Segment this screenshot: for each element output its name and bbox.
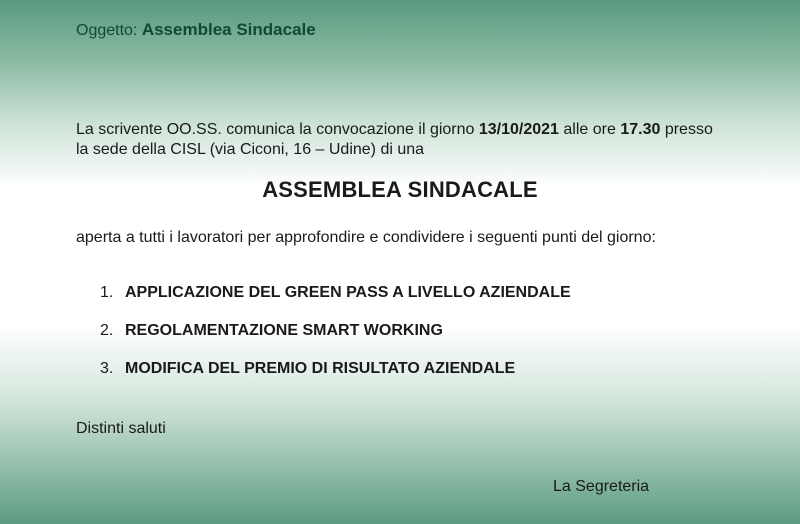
intro-text-2: alle ore bbox=[558, 121, 621, 138]
intro-text-line2: la sede della CISL (via Ciconi, 16 – Udine) di una bbox=[76, 141, 425, 158]
agenda-item-text: APPLICAZIONE DEL GREEN PASS A LIVELLO AZIENDALE bbox=[125, 284, 571, 301]
subject-value: Assemblea Sindacale bbox=[141, 20, 316, 39]
agenda-item-text: MODIFICA DEL PREMIO DI RISULTATO AZIENDALE bbox=[125, 360, 516, 377]
agenda-list bbox=[100, 284, 571, 398]
document-heading: ASSEMBLEA SINDACALE bbox=[262, 177, 538, 202]
closing-greeting: Distinti saluti bbox=[76, 420, 166, 437]
intro-paragraph bbox=[76, 120, 766, 160]
agenda-item-number: 3. bbox=[100, 360, 114, 377]
intro-text-3: presso bbox=[660, 121, 713, 138]
signature: La Segreteria bbox=[553, 478, 650, 495]
open-to-text: aperta a tutti i lavoratori per approfondire e condividere i seguenti punti del giorno: bbox=[76, 229, 656, 246]
agenda-item bbox=[100, 360, 571, 398]
agenda-item bbox=[100, 284, 571, 322]
agenda-item bbox=[100, 322, 571, 360]
meeting-time: 17.30 bbox=[620, 121, 661, 138]
meeting-date: 13/10/2021 bbox=[478, 121, 559, 138]
subject-label: Oggetto: bbox=[76, 22, 138, 39]
intro-text-1: La scrivente OO.SS. comunica la convocazione il giorno bbox=[76, 121, 479, 138]
subject-line bbox=[76, 20, 316, 40]
agenda-item-number: 2. bbox=[100, 322, 114, 339]
agenda-item-number: 1. bbox=[100, 284, 114, 301]
agenda-item-text: REGOLAMENTAZIONE SMART WORKING bbox=[125, 322, 443, 339]
